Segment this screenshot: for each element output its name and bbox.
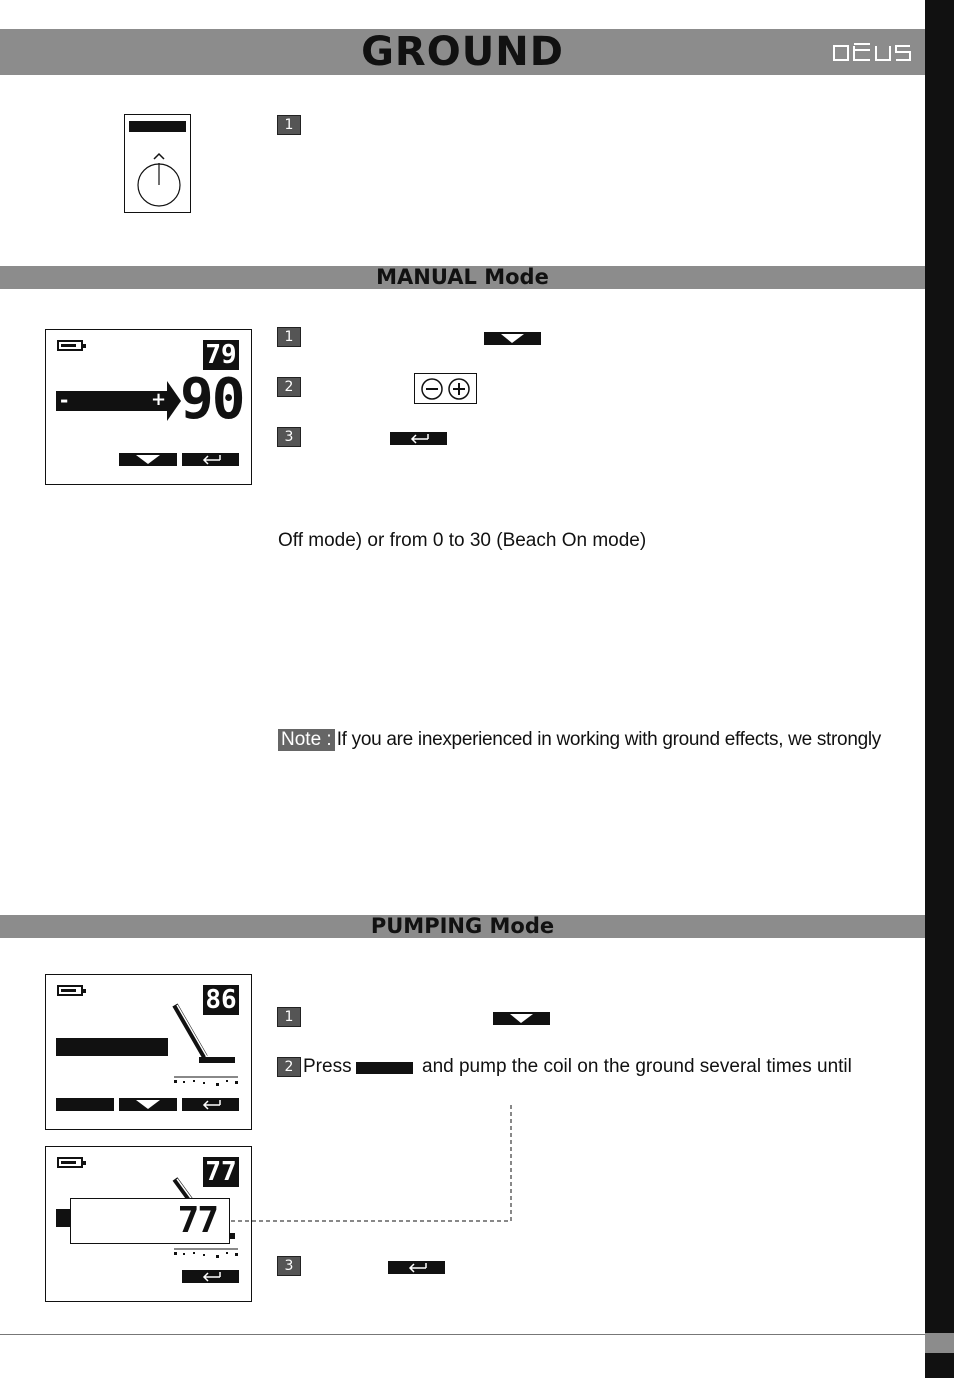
back-button[interactable] — [182, 453, 239, 466]
pumping-lcd-screen-2 — [45, 1146, 252, 1302]
popup-left-tab — [56, 1209, 70, 1227]
popup-ground-value: 77 — [177, 1200, 217, 1241]
ground-value-popup — [70, 1198, 230, 1244]
manual-step-3: 3 — [277, 427, 301, 447]
power-icon — [125, 145, 190, 215]
ground-step-1: 1 — [277, 115, 301, 135]
logo-icon — [832, 40, 914, 64]
note-paragraph — [278, 729, 881, 751]
footer-rule — [0, 1334, 925, 1335]
manual-down-key — [484, 332, 541, 345]
minus-plus-keys — [414, 373, 477, 404]
back-arrow-icon — [388, 1261, 445, 1274]
chevron-down-icon — [119, 453, 177, 466]
pumping-lcd-screen-1 — [45, 974, 252, 1130]
back-arrow-icon — [182, 1270, 239, 1283]
chevron-down-icon — [484, 332, 541, 345]
manual-big-value: 90 — [180, 367, 244, 432]
battery-icon — [57, 985, 83, 996]
pump-step2-press: Press — [303, 1056, 352, 1077]
slider-arrow-head — [167, 381, 181, 421]
pump-key — [356, 1062, 413, 1074]
manual-lcd-screen — [45, 329, 252, 485]
pumping-back-key — [388, 1261, 445, 1274]
popup-right-tab — [229, 1233, 235, 1239]
manual-section-title: MANUAL Mode — [376, 265, 549, 289]
note-text: If you are inexperienced in working with ground effects, we strongly — [336, 729, 881, 750]
page-title: GROUND — [361, 29, 564, 75]
minus-plus-icon — [415, 374, 476, 403]
pumping1-small-value: 86 — [203, 985, 239, 1015]
pumping-section-title: PUMPING Mode — [370, 914, 555, 938]
manual-step-2: 2 — [277, 377, 301, 397]
page-edge-tab — [925, 1333, 954, 1353]
pump-black-bar — [56, 1038, 168, 1056]
pump-indicator-needle — [171, 1001, 241, 1071]
page-edge-bar — [925, 0, 954, 1378]
down-button[interactable] — [119, 453, 177, 466]
back-arrow-icon — [182, 453, 239, 466]
slider-plus: + — [151, 389, 167, 410]
chevron-down-icon — [493, 1012, 550, 1025]
down-button[interactable] — [119, 1098, 177, 1111]
manual-step-1: 1 — [277, 327, 301, 347]
pumping-down-key — [493, 1012, 550, 1025]
pumping-step-1: 1 — [277, 1007, 301, 1027]
chevron-down-icon — [119, 1098, 177, 1111]
pumping-step-2: 2 — [277, 1057, 301, 1077]
ground-noise-dots — [171, 1075, 241, 1087]
battery-icon — [57, 1157, 83, 1168]
back-arrow-icon — [390, 432, 447, 445]
pumping-step-3: 3 — [277, 1256, 301, 1276]
pumping2-small-value: 77 — [203, 1157, 239, 1187]
manual-small-value: 79 — [203, 340, 239, 370]
back-button[interactable] — [182, 1270, 239, 1283]
note-label: Note : — [278, 729, 335, 751]
slider-minus: - — [60, 388, 69, 412]
ground-noise-dots — [171, 1247, 241, 1259]
manual-range-text: Off mode) or from 0 to 30 (Beach On mode) — [278, 530, 647, 551]
dashed-leader-line — [228, 1103, 528, 1228]
pump-softkey[interactable] — [56, 1098, 114, 1111]
deus-logo — [832, 40, 914, 64]
pump-step2-rest: and pump the coil on the ground several times until — [422, 1056, 852, 1077]
manual-back-key — [390, 432, 447, 445]
ground-knob-figure — [124, 114, 191, 213]
battery-icon — [57, 340, 83, 351]
